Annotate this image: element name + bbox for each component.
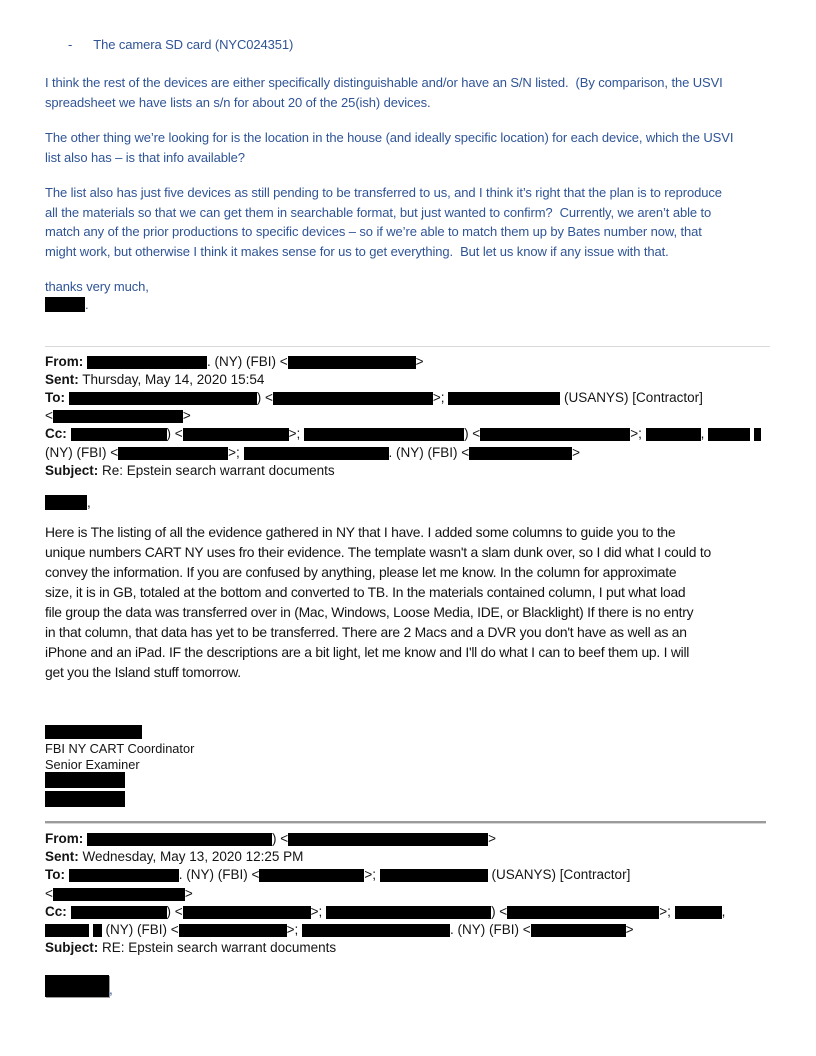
text-run: ,: [109, 982, 113, 998]
redaction-box: [45, 495, 87, 510]
text-run: ) <: [166, 903, 183, 919]
redaction-box: [507, 906, 659, 919]
text-run: . (NY) (FBI) <: [178, 867, 260, 883]
text-line: match any of the prior productions to specific devices – so if we’re able to match them up by Bates number now, that: [45, 224, 702, 239]
paragraph-1: [45, 73, 770, 112]
header-label: Sent:: [45, 849, 79, 865]
text-run: Wednesday, May 13, 2020 12:25 PM: [78, 849, 304, 865]
redaction-box: [259, 869, 364, 882]
redaction-box: [45, 791, 125, 807]
text-line: iPhone and an iPad. IF the descriptions are a bit light, let me know and I'll do what I can to beef them up. I will: [45, 643, 690, 660]
line: [45, 724, 770, 739]
header-label: From:: [45, 353, 84, 369]
text-run: >;: [432, 389, 449, 405]
line: [45, 494, 770, 512]
email-body-may14: [45, 522, 770, 682]
redaction-box: [754, 428, 761, 441]
line: [45, 297, 770, 312]
text-line: convey the information. If you are confused by anything, please let me know. In the column for approximate: [45, 563, 677, 580]
line: [45, 772, 770, 788]
text-line: The list also has just five devices as still pending to be transferred to us, and I think it’s right that the plan is to reproduce: [45, 185, 722, 200]
bullet-text: The camera SD card (NYC024351): [93, 37, 294, 52]
redaction-box: [69, 392, 257, 405]
text-run: >: [572, 444, 581, 460]
text-run: (NY) (FBI) <: [45, 444, 119, 460]
text-run: Re: Epstein search warrant documents: [98, 462, 335, 478]
redaction-box: [87, 833, 272, 846]
line: [45, 975, 770, 997]
text-run: >: [182, 408, 191, 424]
redaction-box: [708, 428, 750, 441]
divider-gray: [45, 821, 766, 824]
text-run: . (NY) (FBI) <: [207, 353, 288, 369]
text-run: >;: [228, 444, 244, 460]
redaction-box: [87, 356, 207, 369]
line: [45, 389, 770, 407]
text-run: Thursday, May 14, 2020 15:54: [78, 371, 265, 387]
redaction-box: [45, 924, 89, 937]
text-run: RE: Epstein search warrant documents: [98, 940, 337, 956]
line: [45, 939, 770, 957]
text-run: <: [45, 885, 53, 901]
text-run: >: [415, 353, 424, 369]
latest-email-body: [45, 37, 770, 312]
redaction-box: [71, 906, 167, 919]
line: [45, 885, 770, 903]
text-line: I think the rest of the devices are either specifically distinguishable and/or have an S/N listed. (By comparison, the USVI: [45, 75, 723, 90]
text-run: >;: [659, 903, 675, 919]
text-run: (USANYS) [Contractor]: [560, 389, 703, 405]
line: [45, 462, 770, 480]
text-run: ) <: [256, 389, 273, 405]
divider-light: [45, 346, 770, 347]
header-label: To:: [45, 867, 65, 883]
header-label: Subject:: [45, 462, 99, 478]
signoff-text: thanks very much,: [45, 279, 149, 294]
text-line: file group the data was transferred over in (Mac, Windows, Loose Media, IDE, or Blacklight) If there is no entry: [45, 603, 694, 620]
text-run: Senior Examiner: [45, 756, 140, 772]
line: [45, 741, 770, 756]
line: [45, 903, 770, 921]
paragraph-2: [45, 128, 770, 167]
line: [45, 353, 770, 371]
text-line: Here is The listing of all the evidence gathered in NY that I have. I added some columns to guide you to the: [45, 523, 676, 540]
email-header-may13: [45, 830, 770, 957]
email-header-may14: [45, 353, 770, 480]
text-run: ) <: [464, 426, 481, 442]
header-label: Subject:: [45, 940, 99, 956]
redaction-box: [179, 924, 287, 937]
text-run: . (NY) (FBI) <: [388, 444, 470, 460]
redaction-box: [69, 869, 179, 882]
line: [45, 791, 770, 807]
redaction-box: [118, 447, 228, 460]
line: [45, 921, 770, 939]
line: [45, 371, 770, 389]
text-line: might work, but otherwise I think it makes sense for us to get everything. But let us know if any issue with that.: [45, 243, 669, 259]
text-run: >;: [364, 867, 380, 883]
redaction-box: [183, 428, 289, 441]
redaction-box: [71, 428, 167, 441]
line: [45, 866, 770, 884]
header-label: Cc:: [45, 426, 67, 442]
text-line: size, it is in GB, totaled at the bottom and converted to TB. In the materials contained column, I put what load: [45, 583, 686, 600]
text-run: <: [45, 408, 53, 424]
text-run: .: [85, 296, 89, 312]
text-run: >;: [310, 903, 327, 919]
header-label: Sent:: [45, 371, 79, 387]
text-line: spreadsheet we have lists an s/n for about 20 of the 25(ish) devices.: [45, 94, 431, 110]
line: [45, 407, 770, 425]
text-run: (NY) (FBI) <: [101, 921, 179, 937]
redaction-box: [380, 869, 488, 882]
text-run: ,: [87, 494, 91, 510]
signoff-redacted-name: [45, 297, 770, 312]
text-run: FBI NY CART Coordinator: [45, 741, 195, 757]
text-line: all the materials so that we can get them in searchable format, but just wanted to confirm? Currently, we aren’t able to: [45, 204, 712, 220]
line: [45, 444, 770, 462]
text-run: >;: [286, 921, 303, 937]
text-run: ,: [721, 903, 726, 919]
redaction-box: [531, 924, 626, 937]
redaction-box: [45, 725, 142, 739]
redaction-box: [53, 410, 183, 423]
text-line: get you the Island stuff tomorrow.: [45, 663, 241, 680]
line: [45, 757, 770, 772]
text-line: list also has – is that info available?: [45, 149, 245, 165]
greeting-redacted-may13: [45, 975, 770, 997]
redaction-box: [288, 833, 488, 846]
signature-block: [45, 724, 770, 807]
redaction-box: [53, 888, 185, 901]
text-run: ,: [700, 426, 709, 442]
redaction-box: [480, 428, 630, 441]
redaction-box: [93, 924, 102, 937]
bullet-item: [45, 37, 770, 52]
header-label: From:: [45, 830, 84, 846]
redaction-box: [675, 906, 722, 919]
text-run: . (NY) (FBI) <: [450, 921, 531, 937]
text-run: >: [488, 830, 497, 846]
redaction-box: [183, 906, 311, 919]
redaction-box: [326, 906, 491, 919]
redaction-box: [244, 447, 389, 460]
redaction-box: [646, 428, 701, 441]
redaction-box: [469, 447, 572, 460]
text-run: ) <: [272, 830, 289, 846]
text-line: unique numbers CART NY uses fro their evidence. The template wasn't a slam dunk over, so I did what I could to: [45, 543, 711, 560]
redaction-box: [448, 392, 560, 405]
redaction-box: [45, 772, 125, 788]
text-run: >;: [630, 426, 646, 442]
header-label: Cc:: [45, 903, 67, 919]
redaction-box: [45, 975, 109, 997]
redaction-box: [273, 392, 433, 405]
redaction-box: [45, 297, 85, 312]
text-run: ) <: [166, 426, 183, 442]
paragraph-3: [45, 183, 770, 261]
redaction-box: [288, 356, 416, 369]
text-line: The other thing we’re looking for is the location in the house (and ideally specific location) for each device, which the USVI: [45, 130, 734, 145]
text-run: >: [625, 921, 634, 937]
line: [45, 425, 770, 443]
redaction-box: [302, 924, 450, 937]
line: [45, 848, 770, 866]
line: [45, 830, 770, 848]
redaction-box: [304, 428, 464, 441]
header-label: To:: [45, 389, 65, 405]
bullet-marker: -: [68, 37, 73, 52]
text-run: >: [184, 885, 193, 901]
text-run: ) <: [491, 903, 508, 919]
text-line: in that column, that data has yet to be transferred. There are 2 Macs and a DVR you don't have as well as an: [45, 623, 687, 640]
text-run: (USANYS) [Contractor]: [487, 867, 631, 883]
greeting-redacted-may14: [45, 494, 770, 512]
text-run: >;: [288, 426, 305, 442]
